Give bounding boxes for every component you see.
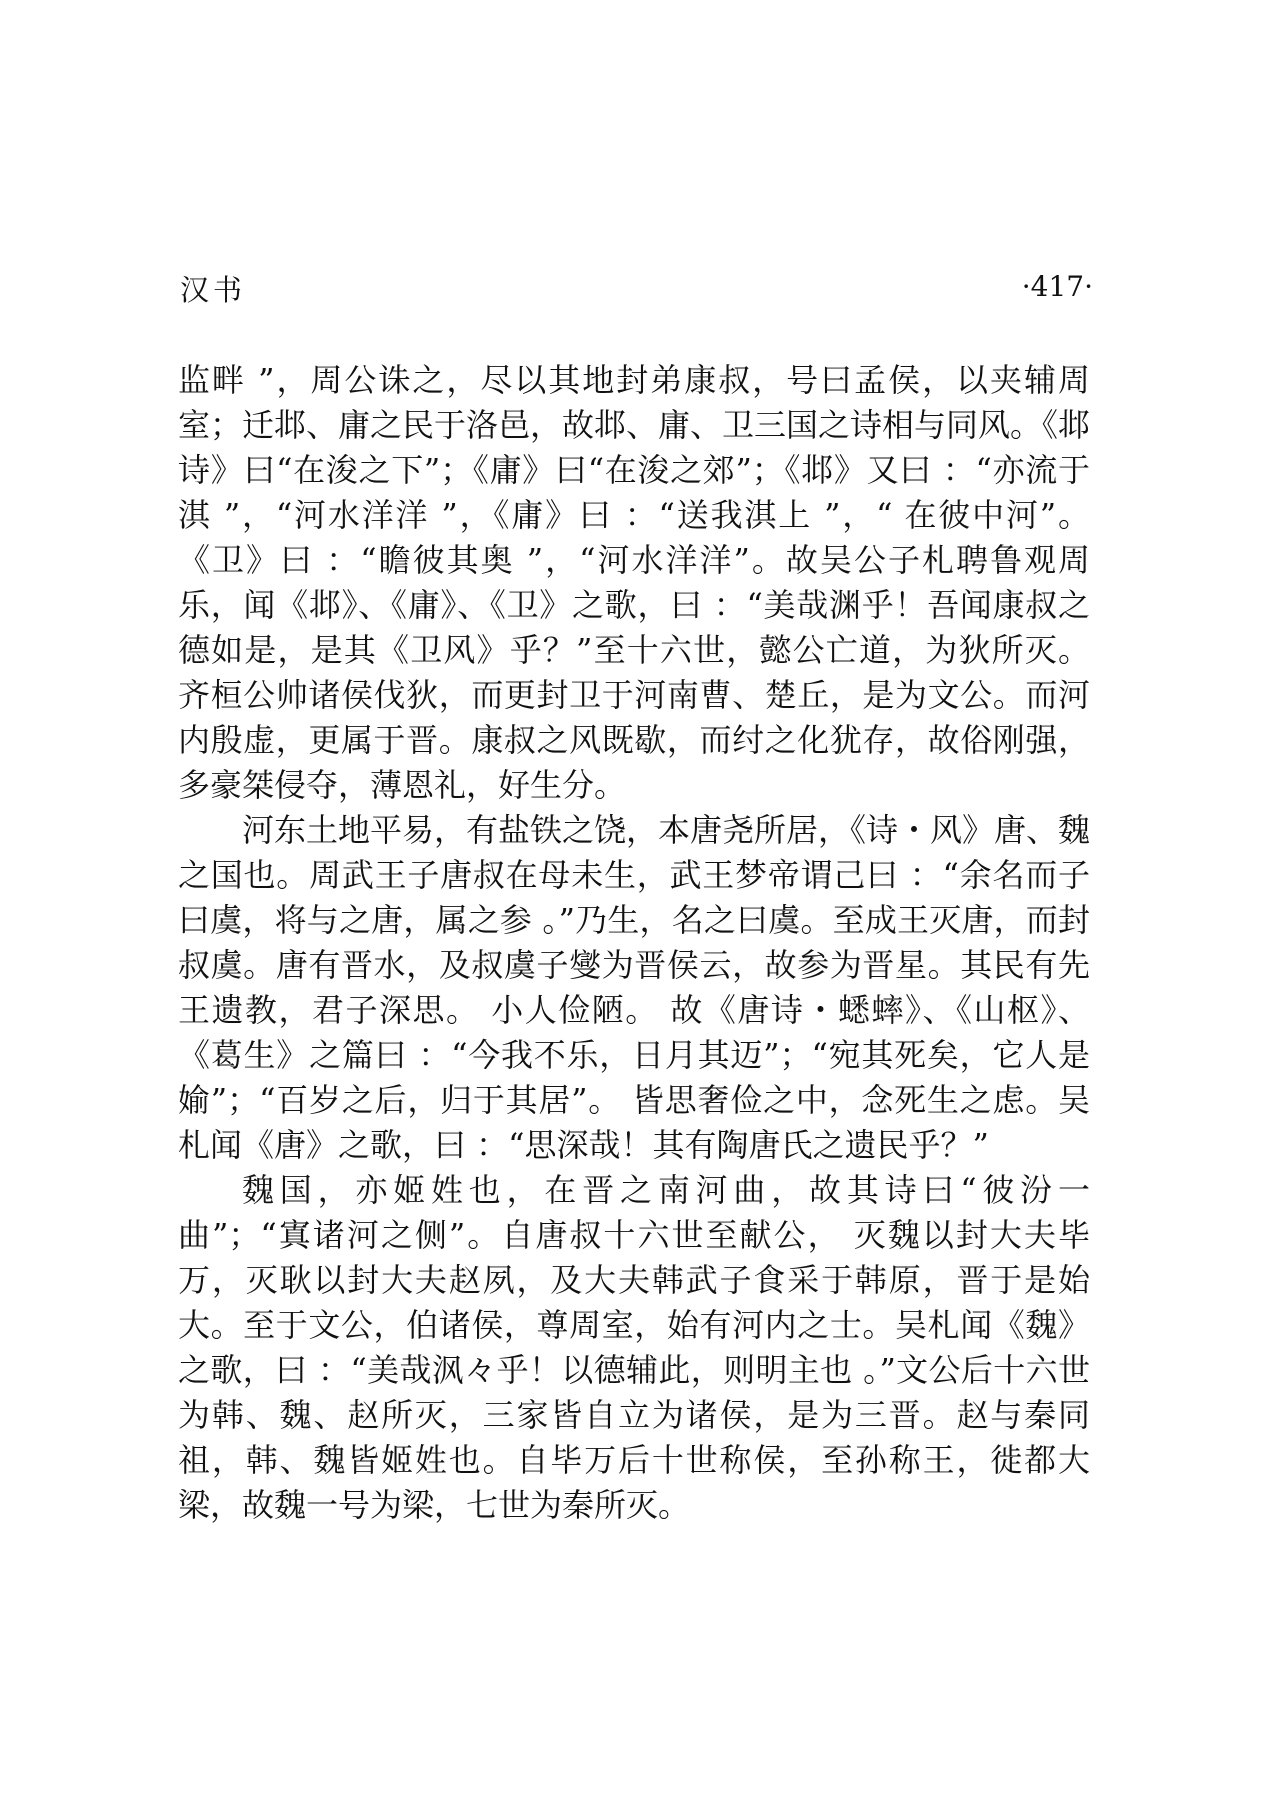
running-head-title: 汉书: [180, 273, 247, 307]
paragraph: 魏国，亦姬姓也，在晋之南河曲，故其诗曰“彼汾一曲”；“寘诸河之侧”。自唐叔十六世至献公， 灭魏以封大夫毕万，灭耿以封大夫赵夙，及大夫韩武子食采于韩原，晋于是始大。至于文公，伯诸侯，尊周室，始有河内之士。吴札闻《魏》之歌，曰 ：“美哉沨々乎！以德辅此，则明主也 。”文公后十六世为韩、魏、赵所灭，三家皆自立为诸侯，是为三晋。赵与秦同祖，韩、魏皆姬姓也。自毕万后十世称侯，至孙称王，徙都大梁，故魏一号为梁，七世为秦所灭。: [178, 1171, 1090, 1524]
paragraph: 监畔 ”，周公诛之，尽以其地封弟康叔，号曰孟侯，以夹辅周室；迁邶、庸之民于洛邑，故邶、庸、卫三国之诗相与同风。《邶诗》曰“在浚之下”；《庸》曰“在浚之郊”；《邶》又曰 ：“亦流于淇 ”，“河水洋洋 ”，《庸》曰 ：“送我淇上 ”，“ 在彼中河”。《卫》曰 ：“瞻彼其奥 ”，“河水洋洋”。故吴公子札聘鲁观周乐，闻《邶》、《庸》、《卫》之歌，曰 ：“美哉渊乎！吾闻康叔之德如是，是其《卫风》乎？”至十六世，懿公亡道，为狄所灭。齐桓公帅诸侯伐狄，而更封卫于河南曹、楚丘，是为文公。而河内殷虚，更属于晋。康叔之风既歇，而纣之化犹存，故俗刚强，多豪桀侵夺，薄恩礼，好生分。: [178, 361, 1091, 804]
body-text: [178, 358, 1090, 1528]
paragraph: 河东土地平易，有盐铁之饶，本唐尧所居，《诗・风》唐、魏之国也。周武王子唐叔在母未生，武王梦帝谓己曰 ：“余名而子曰虞，将与之唐，属之参 。”乃生，名之曰虞。至成王灭唐，而封叔虞。唐有晋水，及叔虞子燮为晋侯云，故参为晋星。其民有先王遗教，君子深思。 小人俭陋。 故《唐诗・蟋蟀》、《山枢》、《葛生》之篇曰 ：“今我不乐，日月其迈”；“宛其死矣，它人是媮”；“百岁之后，归于其居”。 皆思奢俭之中，念死生之虑。吴札闻《唐》之歌，曰 ：“思深哉！其有陶唐氏之遗民乎？”: [178, 811, 1091, 1164]
page-number: ·417·: [1021, 270, 1093, 303]
